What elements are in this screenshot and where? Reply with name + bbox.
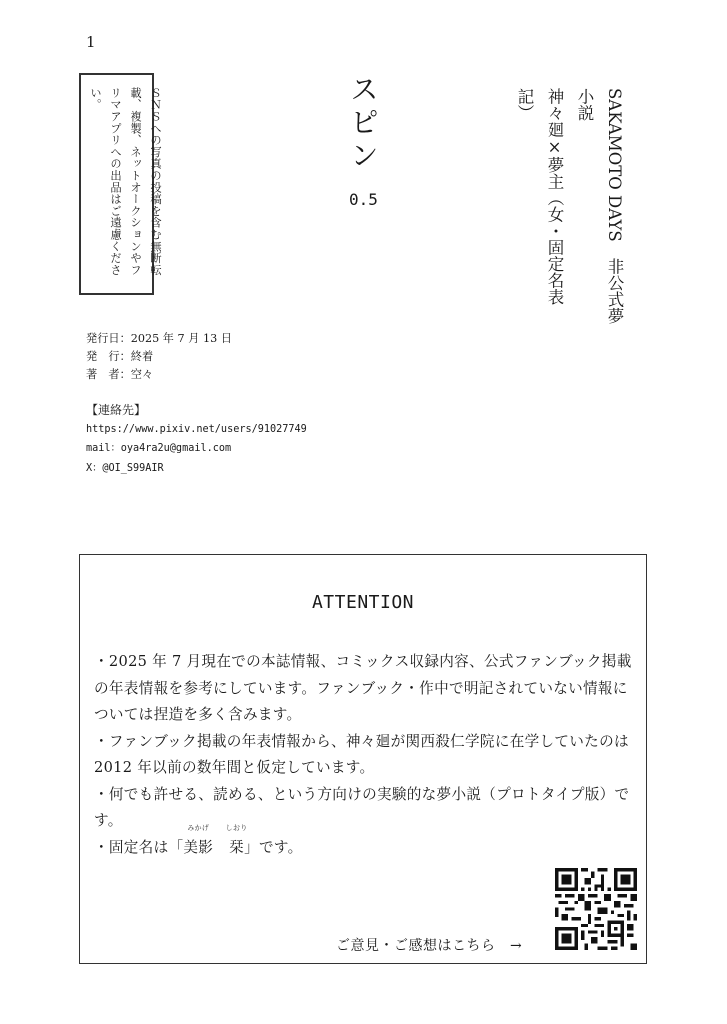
attention-paragraph-2: ・ファンブック掲載の年表情報から、神々廻が関西殺仁学院に在学していたのは 2012 年以前の数年間と仮定しています。 (94, 732, 629, 776)
author-value: 空々 (130, 368, 154, 381)
fixed-name-prefix: ・固定名は「 (94, 838, 184, 856)
attention-paragraph-3: ・何でも許せる、読める、という方向けの実験的な夢小説（プロトタイプ版）です。 (94, 785, 630, 829)
surname-text: 美影 (183, 838, 214, 856)
colophon-publisher-row (86, 348, 232, 366)
contact-section (86, 401, 307, 478)
feedback-link[interactable]: ご意見・ご感想はこちら → (336, 938, 523, 954)
surname-ruby: みかげ (187, 823, 210, 832)
date-value: 2025 年 7 月 13 日 (130, 332, 232, 345)
series-line-2: 神々廻×夢主（女・固定名表記） (515, 88, 564, 305)
attention-paragraph-4 (94, 823, 634, 862)
given-name-text: 栞 (229, 838, 245, 856)
publisher-label: 発 行： (86, 350, 131, 363)
book-title: スピン (346, 74, 380, 173)
feedback-qr-code[interactable] (555, 868, 637, 950)
publisher-value: 終着 (130, 350, 154, 363)
mail-address-link[interactable]: oya4ra2u@gmail.com (120, 443, 232, 454)
attention-paragraph-1: ・2025 年 7 月現在での本誌情報、コミックス収録内容、公式ファンブック掲載の年表情報を参考にしています。ファンブック・作中で明記されていない情報については捏造を多く含みます。 (94, 653, 632, 723)
page-number: 1 (86, 33, 96, 51)
surname (183, 823, 214, 862)
x-handle-link[interactable]: @OI_S99AIR (102, 462, 164, 474)
colophon-author-row (86, 366, 232, 384)
x-label: X： (86, 462, 103, 474)
series-line-1: SAKAMOTO DAYS 非公式夢小説 (575, 88, 624, 325)
pixiv-url-link[interactable]: https://www.pixiv.net/users/91027749 (86, 423, 307, 435)
attention-title: ATTENTION (311, 592, 415, 613)
author-label: 著 者： (86, 368, 131, 381)
attention-body (94, 649, 634, 861)
copyright-notice-text: ＳＮＳへの写真の投稿を含む無断転載、複製、ネットオークションやフリマアプリへの出品はご遠慮ください。 (89, 87, 162, 276)
date-label: 発行日： (86, 332, 131, 345)
copyright-notice-box (79, 73, 162, 295)
given-name-ruby: しおり (225, 823, 248, 832)
given-name (225, 823, 248, 862)
colophon-date-row (86, 330, 232, 348)
series-info (509, 88, 629, 328)
fixed-name-suffix: 」です。 (244, 838, 303, 856)
contact-heading: 【連絡先】 (86, 403, 147, 417)
colophon (86, 330, 232, 384)
mail-label: mail： (86, 443, 121, 454)
attention-box (79, 554, 647, 964)
volume-number: 0.5 (349, 190, 378, 209)
